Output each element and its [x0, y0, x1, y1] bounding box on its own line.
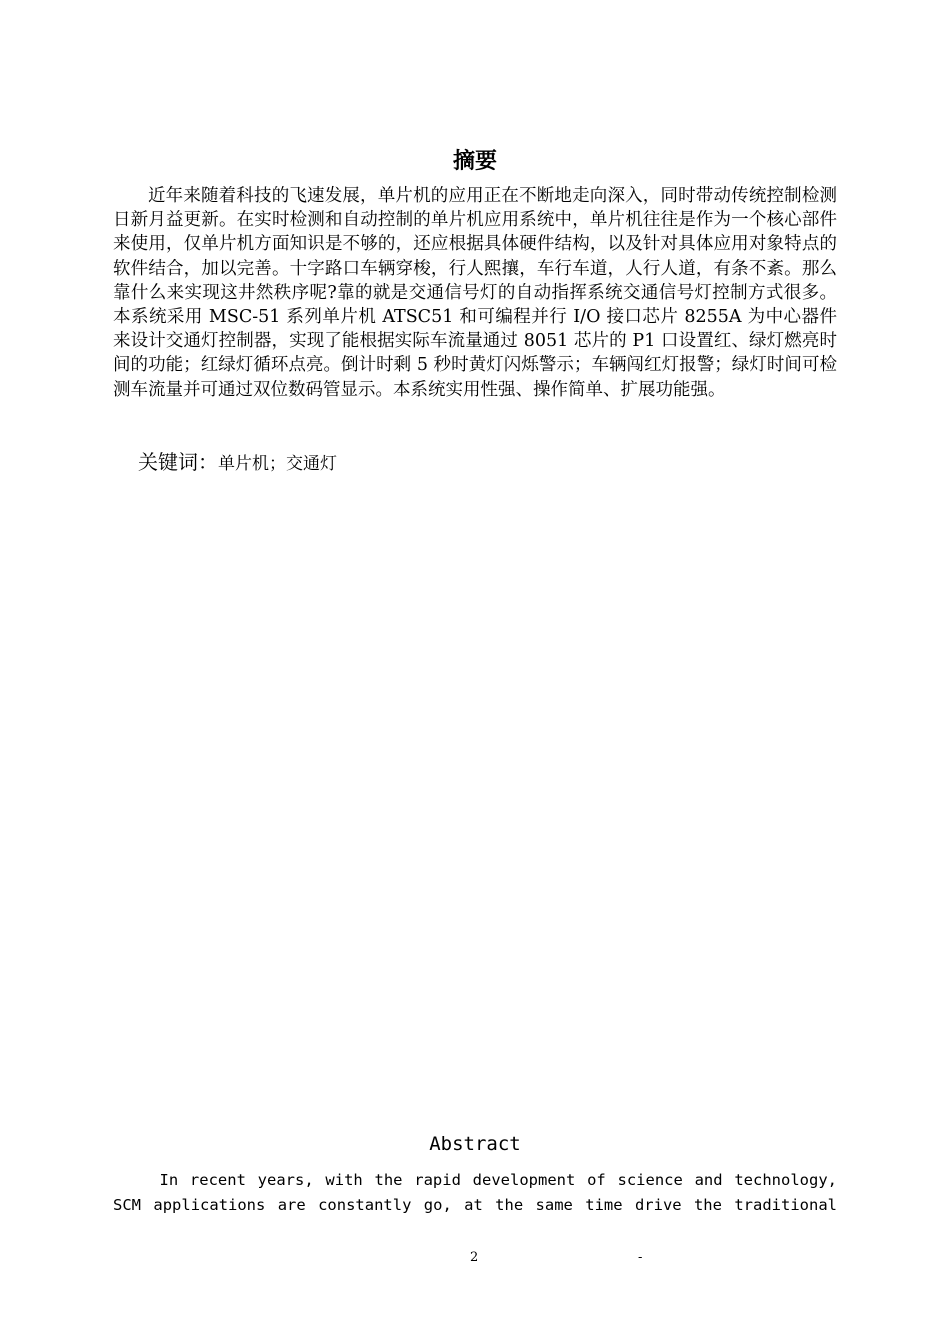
keywords-line	[138, 449, 838, 477]
keywords-value: 单片机；交通灯	[218, 454, 337, 474]
footer-mark: -	[638, 1250, 643, 1265]
keywords-label: 关键词：	[138, 450, 218, 474]
chinese-abstract-body: 近年来随着科技的飞速发展，单片机的应用正在不断地走向深入，同时带动传统控制检测日新月益更新。在实时检测和自动控制的单片机应用系统中，单片机往往是作为一个核心部件来使用，仅单片机方面知识是不够的，还应根据具体硬件结构，以及针对具体应用对象特点的软件结合，加以完善。十字路口车辆穿梭，行人熙攘，车行车道，人行人道，有条不紊。那么靠什么来实现这井然秩序呢?靠的就是交通信号灯的自动指挥系统交通信号灯控制方式很多。本系统采用 MSC-51 系列单片机 ATSC51 和可编程并行 I/O 接口芯片 8255A 为中心器件来设计交通灯控制器，实现了能根据实际车流量通过 8051 芯片的 P1 口设置红、绿灯燃亮时间的功能；红绿灯循环点亮。倒计时剩 5 秒时黄灯闪烁警示；车辆闯红灯报警；绿灯时间可检测车流量并可通过双位数码管显示。本系统实用性强、操作简单、扩展功能强。	[113, 186, 837, 400]
english-abstract-title: Abstract	[429, 1133, 521, 1155]
chinese-abstract-title: 摘要	[452, 149, 497, 174]
page-number: 2	[470, 1250, 479, 1265]
page-footer	[0, 1248, 950, 1268]
english-abstract-body: In recent years, with the rapid development of science and technology, SCM applications are constantly go, at the same time drive the traditional	[113, 1171, 837, 1214]
